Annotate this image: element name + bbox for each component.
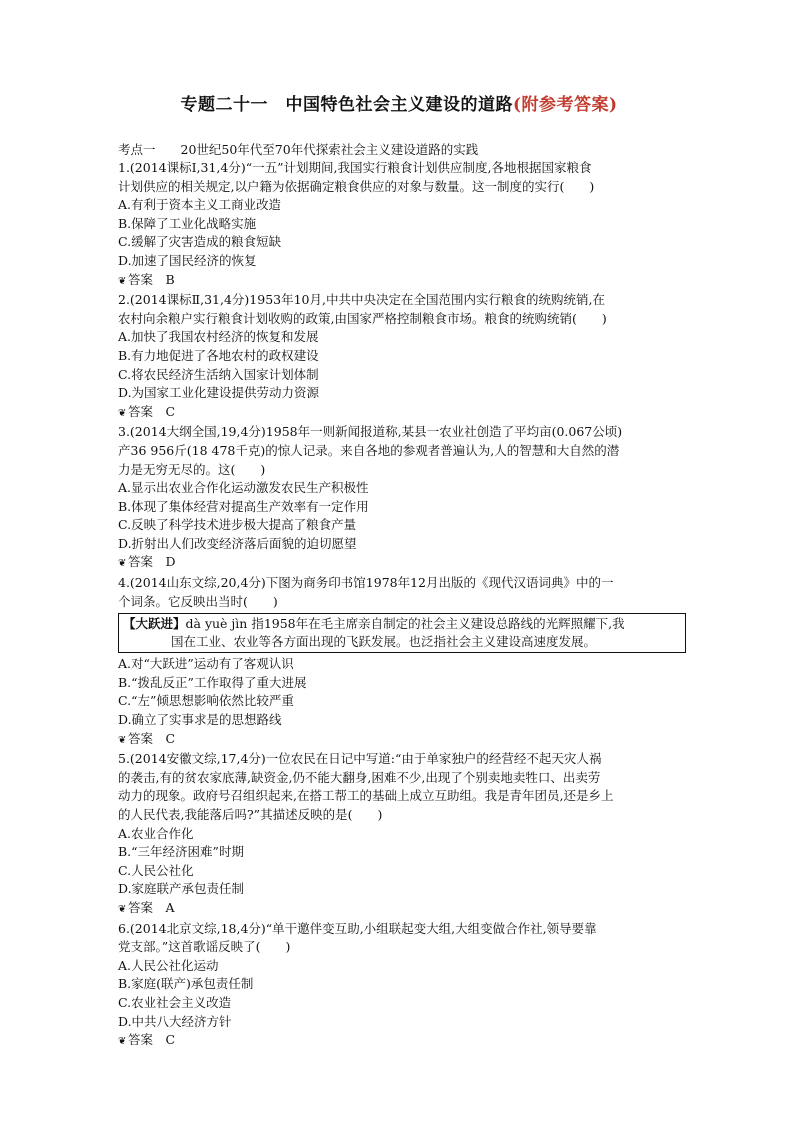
question-stem-line: 6.(2014北京文综,18,4分)“单干邀伴变互助,小组联起变大组,大组变做合作社,领导要靠 [118, 920, 597, 936]
answer-row [118, 730, 680, 751]
question-stem-line: 2.(2014课标Ⅱ,31,4分)1953年10月,中共中央决定在全国范围内实行粮食的统购统销,在 [118, 292, 605, 308]
section-heading: 考点一 20世纪50年代至70年代探索社会主义建设道路的实践 [118, 142, 479, 157]
option-a: A.显示出农业合作化运动激发农民生产积极性 [118, 480, 369, 496]
answer-label: 答案 [128, 899, 154, 915]
answer-label: 答案 [128, 403, 154, 419]
dictionary-text: dà yuè jìn 指1958年在毛主席亲自制定的社会主义建设总路线的光辉照耀下,我 [185, 616, 625, 632]
question-stem-line: 3.(2014大纲全国,19,4分)1958年一则新闻报道称,某县一农业社创造了平均亩(0.067公顷) [118, 424, 623, 440]
option-c: C.农业社会主义改造 [118, 994, 232, 1010]
answer-label: 答案 [128, 730, 154, 746]
answer-value: A [165, 899, 175, 915]
question-3 [118, 423, 680, 574]
option-b: B.“三年经济困难”时期 [118, 844, 244, 860]
answer-mark-icon: ❦ [118, 734, 127, 746]
page-title [118, 90, 680, 115]
question-stem-line: 计划供应的相关规定,以户籍为依据确定粮食供应的对象与数量。这一制度的实行( ) [118, 178, 595, 194]
answer-row [118, 403, 680, 424]
question-stem-line: 动力的现象。政府号召组织起来,在搭工帮工的基础上成立互助组。我是青年团员,还是乡上 [118, 788, 614, 804]
option-a: A.人民公社化运动 [118, 957, 219, 973]
question-stem-line: 的袭击,有的贫农家底薄,缺资金,仍不能大翻身,困难不少,出现了个别卖地卖牲口、出卖劳 [118, 769, 601, 785]
option-c: C.人民公社化 [118, 862, 194, 878]
answer-label: 答案 [128, 1032, 154, 1048]
question-5 [118, 750, 680, 919]
answer-row [118, 271, 680, 292]
answer-mark-icon: ❦ [118, 558, 127, 570]
answer-mark-icon: ❦ [118, 275, 127, 287]
answer-value: C [165, 730, 176, 746]
option-c: C.将农民经济生活纳入国家计划体制 [118, 366, 319, 382]
option-d: D.为国家工业化建设提供劳动力资源 [118, 385, 320, 401]
option-a: A.农业合作化 [118, 825, 194, 841]
option-c: C.“左”倾思想影响依然比较严重 [118, 693, 294, 709]
option-a: A.有利于资本主义工商业改造 [118, 197, 282, 213]
answer-label: 答案 [128, 554, 154, 570]
question-4 [118, 574, 680, 750]
option-b: B.家庭(联产)承包责任制 [118, 976, 254, 992]
dictionary-entry-box [118, 613, 686, 653]
option-c: C.缓解了灾害造成的粮食短缺 [118, 234, 282, 250]
dictionary-headword: 【大跃进】 [123, 616, 186, 632]
option-b: B.体现了集体经营对提高生产效率有一定作用 [118, 498, 369, 514]
option-b: B.“拨乱反正”工作取得了重大进展 [118, 674, 307, 690]
question-stem-line: 力是无穷无尽的。这( ) [118, 461, 266, 477]
answer-row [118, 553, 680, 574]
question-6 [118, 920, 680, 1052]
answer-value: B [165, 271, 175, 287]
option-c: C.反映了科学技术进步极大提高了粮食产量 [118, 517, 357, 533]
answer-value: C [165, 1032, 176, 1048]
answer-label: 答案 [128, 271, 154, 287]
question-2 [118, 291, 680, 423]
question-1 [118, 159, 680, 291]
question-stem-line: 产36 956斤(18 478千克)的惊人记录。来自各地的参观者普遍认为,人的智慧和大自然的潜 [118, 442, 620, 458]
answer-value: C [165, 403, 176, 419]
document-page [118, 90, 680, 1052]
option-d: D.确立了实事求是的思想路线 [118, 712, 282, 728]
answer-mark-icon: ❦ [118, 407, 127, 419]
option-d: D.中共八大经济方针 [118, 1013, 232, 1029]
option-a: A.对“大跃进”运动有了客观认识 [118, 656, 294, 672]
question-stem-line: 党支部。”这首歌谣反映了( ) [118, 939, 291, 955]
option-d: D.加速了国民经济的恢复 [118, 252, 257, 268]
answer-row [118, 899, 680, 920]
question-stem-line: 个词条。它反映出当时( ) [118, 593, 278, 609]
title-main: 专题二十一 中国特色社会主义建设的道路 [180, 95, 513, 115]
answer-mark-icon: ❦ [118, 1036, 127, 1048]
question-stem-line: 的人民代表,我能落后吗?”其描述反映的是( ) [118, 807, 383, 822]
title-suffix: (附参考答案) [512, 95, 618, 115]
dictionary-text-continued: 国在工业、农业等各方面出现的飞跃发展。也泛指社会主义建设高速度发展。 [171, 633, 597, 649]
question-stem-line: 5.(2014安徽文综,17,4分)一位农民在日记中写道:“由于单家独户的经营经不起天灾人祸 [118, 751, 602, 767]
answer-mark-icon: ❦ [118, 903, 127, 915]
question-stem-line: 1.(2014课标Ⅰ,31,4分)“一五”计划期间,我国实行粮食计划供应制度,各地根据国家粮食 [118, 160, 592, 175]
answer-row [118, 1031, 680, 1052]
question-stem-line: 农村向余粮户实行粮食计划收购的政策,由国家严格控制粮食市场。粮食的统购统销( ) [118, 310, 607, 326]
option-a: A.加快了我国农村经济的恢复和发展 [118, 329, 319, 345]
question-stem-line: 4.(2014山东文综,20,4分)下图为商务印书馆1978年12月出版的《现代汉语词典》中的一 [118, 575, 614, 591]
option-b: B.保障了工业化战略实施 [118, 215, 257, 231]
answer-value: D [165, 554, 176, 570]
option-d: D.家庭联产承包责任制 [118, 881, 245, 897]
dictionary-entry-line [123, 615, 681, 633]
option-b: B.有力地促进了各地农村的政权建设 [118, 347, 319, 363]
option-d: D.折射出人们改变经济落后面貌的迫切愿望 [118, 535, 357, 551]
